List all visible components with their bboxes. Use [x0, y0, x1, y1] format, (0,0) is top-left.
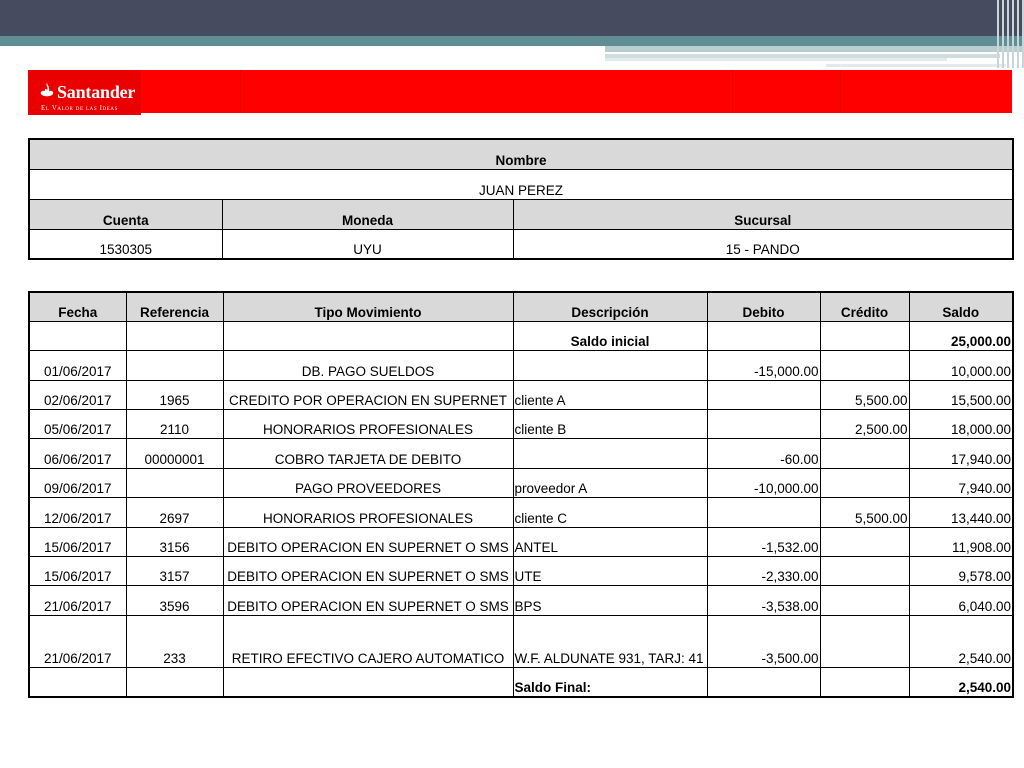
movements-table — [28, 291, 1014, 698]
row-tipo: CREDITO POR OPERACION EN SUPERNET — [223, 380, 513, 409]
row-debito: -10,000.00 — [707, 468, 820, 497]
table-row — [29, 586, 1013, 615]
row-tipo: DEBITO OPERACION EN SUPERNET O SMS — [223, 586, 513, 615]
row-tipo: RETIRO EFECTIVO CAJERO AUTOMATICO — [223, 615, 513, 667]
row-tipo: HONORARIOS PROFESIONALES — [223, 498, 513, 527]
row-fecha: 15/06/2017 — [29, 527, 126, 556]
saldo-final-value: 2,540.00 — [909, 667, 1013, 696]
row-credito — [820, 351, 909, 380]
row-saldo: 13,440.00 — [909, 498, 1013, 527]
row-tipo: PAGO PROVEEDORES — [223, 468, 513, 497]
row-debito: -3,500.00 — [707, 615, 820, 667]
table-row — [29, 439, 1013, 468]
col-header-descripcion: Descripción — [513, 292, 707, 321]
row-fecha: 12/06/2017 — [29, 498, 126, 527]
row-debito — [707, 498, 820, 527]
accent-line — [605, 58, 947, 61]
row-fecha: 06/06/2017 — [29, 439, 126, 468]
row-tipo: DEBITO OPERACION EN SUPERNET O SMS — [223, 557, 513, 586]
row-credito: 2,500.00 — [820, 410, 909, 439]
row-credito — [820, 468, 909, 497]
row-descripcion — [513, 439, 707, 468]
accent-line — [826, 64, 1006, 67]
row-debito — [707, 410, 820, 439]
row-debito: -60.00 — [707, 439, 820, 468]
row-tipo: HONORARIOS PROFESIONALES — [223, 410, 513, 439]
nombre-header: Nombre — [29, 139, 1013, 169]
flame-icon — [39, 82, 55, 98]
cuenta-value: 1530305 — [29, 229, 222, 259]
saldo-final-row — [29, 667, 1013, 696]
row-credito — [820, 615, 909, 667]
row-descripcion: BPS — [513, 586, 707, 615]
saldo-inicial-row — [29, 321, 1013, 350]
row-debito — [707, 380, 820, 409]
row-descripcion: ANTEL — [513, 527, 707, 556]
row-credito: 5,500.00 — [820, 498, 909, 527]
col-header-referencia: Referencia — [126, 292, 223, 321]
table-row — [29, 498, 1013, 527]
moneda-header: Moneda — [222, 199, 513, 229]
row-descripcion: cliente A — [513, 380, 707, 409]
row-referencia: 233 — [126, 615, 223, 667]
row-debito: -1,532.00 — [707, 527, 820, 556]
row-debito: -15,000.00 — [707, 351, 820, 380]
row-descripcion: cliente B — [513, 410, 707, 439]
table-row — [29, 410, 1013, 439]
col-header-tipo: Tipo Movimiento — [223, 292, 513, 321]
sucursal-value: 15 - PANDO — [513, 229, 1013, 259]
row-tipo: DB. PAGO SUELDOS — [223, 351, 513, 380]
cuenta-header: Cuenta — [29, 199, 222, 229]
row-fecha: 21/06/2017 — [29, 586, 126, 615]
row-referencia — [126, 351, 223, 380]
row-fecha: 15/06/2017 — [29, 557, 126, 586]
row-saldo: 18,000.00 — [909, 410, 1013, 439]
row-referencia: 00000001 — [126, 439, 223, 468]
saldo-inicial-label: Saldo inicial — [513, 321, 707, 350]
sucursal-header: Sucursal — [513, 199, 1013, 229]
row-credito: 5,500.00 — [820, 380, 909, 409]
row-tipo: COBRO TARJETA DE DEBITO — [223, 439, 513, 468]
brand-banner — [28, 70, 1012, 113]
account-info-table — [28, 138, 1014, 260]
row-descripcion: W.F. ALDUNATE 931, TARJ: 41 — [513, 615, 707, 667]
table-row — [29, 615, 1013, 667]
santander-logo — [28, 70, 141, 115]
saldo-final-label: Saldo Final: — [513, 667, 707, 696]
row-tipo: DEBITO OPERACION EN SUPERNET O SMS — [223, 527, 513, 556]
accent-gap — [0, 46, 605, 54]
moneda-value: UYU — [222, 229, 513, 259]
row-referencia: 3156 — [126, 527, 223, 556]
row-referencia: 3157 — [126, 557, 223, 586]
table-row — [29, 557, 1013, 586]
row-descripcion: cliente C — [513, 498, 707, 527]
corner-stripes — [994, 0, 1024, 68]
brand-tagline: El Valor de las Ideas — [41, 104, 118, 112]
row-referencia: 1965 — [126, 380, 223, 409]
accent-stripe — [0, 36, 1024, 46]
col-header-credito: Crédito — [820, 292, 909, 321]
row-referencia — [126, 468, 223, 497]
row-debito: -2,330.00 — [707, 557, 820, 586]
row-descripcion: UTE — [513, 557, 707, 586]
row-saldo: 2,540.00 — [909, 615, 1013, 667]
row-fecha: 09/06/2017 — [29, 468, 126, 497]
col-header-debito: Debito — [707, 292, 820, 321]
title-bar-decoration — [0, 0, 1024, 36]
row-referencia: 2110 — [126, 410, 223, 439]
brand-name: Santander — [57, 82, 136, 102]
row-fecha: 05/06/2017 — [29, 410, 126, 439]
row-saldo: 7,940.00 — [909, 468, 1013, 497]
row-saldo: 6,040.00 — [909, 586, 1013, 615]
row-fecha: 21/06/2017 — [29, 615, 126, 667]
row-fecha: 01/06/2017 — [29, 351, 126, 380]
table-row — [29, 351, 1013, 380]
row-credito — [820, 439, 909, 468]
row-credito — [820, 527, 909, 556]
row-saldo: 11,908.00 — [909, 527, 1013, 556]
table-row — [29, 527, 1013, 556]
row-fecha: 02/06/2017 — [29, 380, 126, 409]
row-saldo: 10,000.00 — [909, 351, 1013, 380]
col-header-saldo: Saldo — [909, 292, 1013, 321]
row-saldo: 15,500.00 — [909, 380, 1013, 409]
row-referencia: 2697 — [126, 498, 223, 527]
row-descripcion: proveedor A — [513, 468, 707, 497]
nombre-value: JUAN PEREZ — [29, 169, 1013, 199]
row-credito — [820, 557, 909, 586]
row-descripcion — [513, 351, 707, 380]
saldo-inicial-value: 25,000.00 — [909, 321, 1013, 350]
table-row — [29, 468, 1013, 497]
col-header-fecha: Fecha — [29, 292, 126, 321]
row-debito: -3,538.00 — [707, 586, 820, 615]
row-saldo: 17,940.00 — [909, 439, 1013, 468]
row-referencia: 3596 — [126, 586, 223, 615]
row-credito — [820, 586, 909, 615]
table-row — [29, 380, 1013, 409]
row-saldo: 9,578.00 — [909, 557, 1013, 586]
